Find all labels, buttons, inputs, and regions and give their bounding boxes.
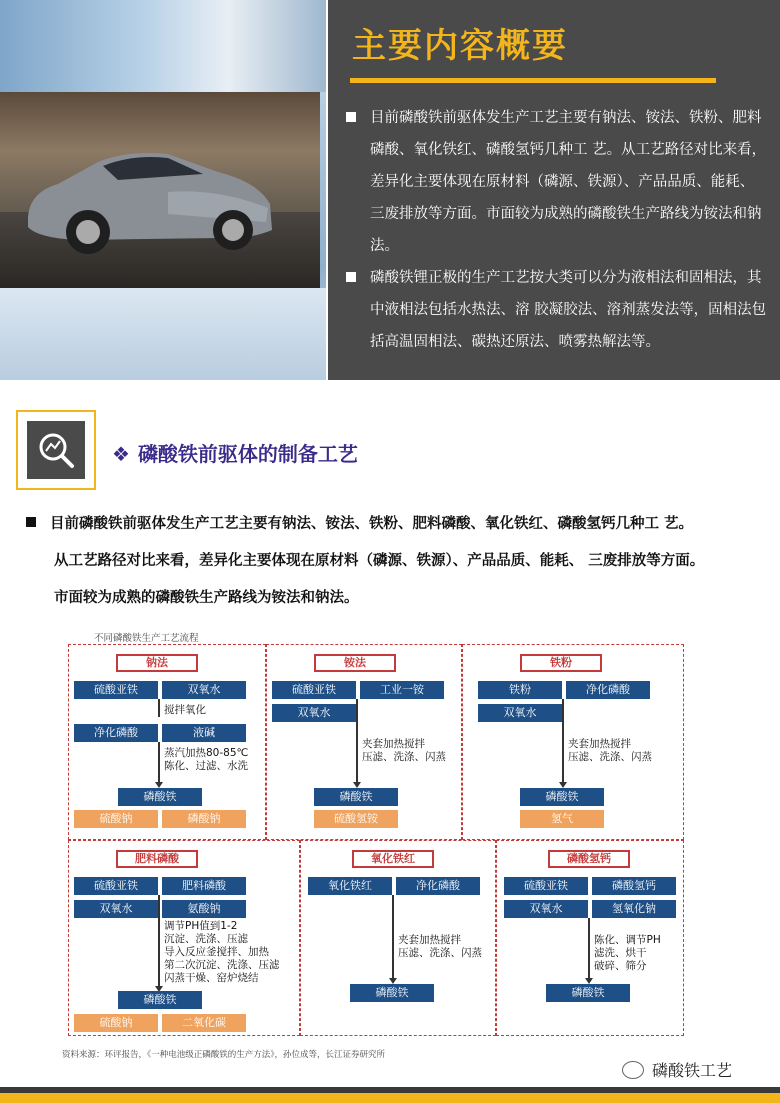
section-title-text: 磷酸铁前驱体的制备工艺 — [137, 442, 358, 466]
flow-line — [588, 918, 590, 978]
node: 硫酸亚铁 — [74, 681, 158, 699]
node: 硫酸亚铁 — [272, 681, 356, 699]
car-photo — [0, 92, 320, 288]
section-paragraph — [26, 506, 766, 617]
step-note: 陈化、调节PH 滤洗、烘干 破碎、筛分 — [594, 934, 661, 972]
label-calcium: 磷酸氢钙 — [548, 850, 630, 868]
byproduct-node: 磷酸钠 — [162, 810, 246, 828]
byproduct-node: 硫酸钠 — [74, 810, 158, 828]
product-node: 磷酸铁 — [314, 788, 398, 806]
summary-text — [342, 102, 770, 358]
node: 净化磷酸 — [566, 681, 650, 699]
para-line-1-text: 目前磷酸铁前驱体发生产工艺主要有钠法、铵法、铁粉、肥料磷酸、氧化铁红、磷酸氢钙几种工 艺。 — [50, 516, 694, 532]
node: 工业一铵 — [360, 681, 444, 699]
title-underline — [350, 78, 716, 83]
diamond-icon: ❖ — [112, 442, 130, 466]
step-note: 夹套加热搅拌 压滤、洗涤、闪蒸 — [362, 738, 446, 763]
node: 肥料磷酸 — [162, 877, 246, 895]
step-note: 夹套加热搅拌 压滤、洗涤、闪蒸 — [568, 738, 652, 763]
product-node: 磷酸铁 — [118, 991, 202, 1009]
summary-panel — [328, 0, 780, 380]
node: 氨酸钠 — [162, 900, 246, 918]
label-fertilizer: 肥料磷酸 — [116, 850, 198, 868]
brand-text: 磷酸铁工艺 — [652, 1061, 733, 1080]
label-iron-powder: 铁粉 — [520, 654, 602, 672]
person-photo — [0, 0, 326, 92]
step-note: 夹套加热搅拌 压滤、洗涤、闪蒸 — [398, 934, 482, 959]
label-sodium: 钠法 — [116, 654, 198, 672]
step-note: 蒸汽加热80-85℃ 陈化、过滤、水洗 — [164, 747, 249, 772]
documents-photo — [0, 288, 326, 380]
node: 铁粉 — [478, 681, 562, 699]
product-node: 磷酸铁 — [118, 788, 202, 806]
node: 双氧水 — [74, 900, 158, 918]
summary-bullet-1: 目前磷酸铁前驱体发生产工艺主要有钠法、铵法、铁粉、肥料磷酸、氧化铁红、磷酸氢钙几种工 艺。从工艺路径对比来看，差异化主要体现在原材料（磷源、铁源）、产品品质、能耗、 三废排放等方面。市面较为成熟的磷酸铁生产路线为铵法和钠法。 — [342, 102, 770, 262]
para-line-3: 市面较为成熟的磷酸铁生产路线为铵法和钠法。 — [54, 590, 359, 606]
flow-line — [158, 742, 160, 782]
label-ammonium: 铵法 — [314, 654, 396, 672]
node: 净化磷酸 — [74, 724, 158, 742]
brand-watermark — [622, 1058, 732, 1081]
flow-line — [392, 895, 394, 979]
node: 双氧水 — [504, 900, 588, 918]
product-node: 磷酸铁 — [350, 984, 434, 1002]
label-iron-oxide: 氧化铁红 — [352, 850, 434, 868]
para-line-1 — [26, 506, 766, 543]
step-note: 调节PH值到1-2 沉淀、洗涤、压滤 导入反应釜搅拌、加热 第二次沉淀、洗涤、压滤 闪蒸干燥、窑炉烧结 — [164, 920, 280, 984]
byproduct-node: 硫酸钠 — [74, 1014, 158, 1032]
byproduct-node: 氢气 — [520, 810, 604, 828]
section-title — [112, 438, 358, 467]
flow-line — [562, 699, 564, 783]
summary-bullet-2: 磷酸铁锂正极的生产工艺按大类可以分为液相法和固相法，其中液相法包括水热法、溶 胶凝胶法、溶剂蒸发法等，固相法包括高温固相法、碳热还原法、喷雾热解法等。 — [342, 262, 770, 358]
node: 硫酸亚铁 — [504, 877, 588, 895]
flow-line — [158, 699, 160, 717]
byproduct-node: 二氧化碳 — [162, 1014, 246, 1032]
node: 净化磷酸 — [396, 877, 480, 895]
byproduct-node: 硫酸氢铵 — [314, 810, 398, 828]
node: 双氧水 — [272, 704, 356, 722]
node: 液碱 — [162, 724, 246, 742]
source-note: 资料来源：环评报告，《一种电池级正磷酸铁的生产方法》，孙位成等，长江证券研究所 — [62, 1050, 386, 1060]
node: 双氧水 — [162, 681, 246, 699]
node: 氢氧化钠 — [592, 900, 676, 918]
flow-line — [158, 895, 160, 987]
node: 氧化铁红 — [308, 877, 392, 895]
step-note: 搅拌氧化 — [164, 704, 206, 716]
node: 双氧水 — [478, 704, 562, 722]
process-flow-figure — [64, 630, 688, 1040]
node: 磷酸氢钙 — [592, 877, 676, 895]
figure-caption: 不同磷酸铁生产工艺流程 — [94, 633, 199, 644]
flow-line — [356, 699, 358, 783]
car-icon — [18, 122, 278, 262]
para-line-2: 从工艺路径对比来看，差异化主要体现在原材料（磷源、铁源）、产品品质、能耗、 三废排放等方面。 — [54, 553, 705, 569]
product-node: 磷酸铁 — [546, 984, 630, 1002]
node: 硫酸亚铁 — [74, 877, 158, 895]
panel-title: 主要内容概要 — [352, 26, 568, 66]
bullet-square-icon — [26, 517, 36, 527]
footer-bar-accent — [0, 1093, 780, 1103]
wechat-icon — [622, 1061, 644, 1079]
product-node: 磷酸铁 — [520, 788, 604, 806]
search-chart-icon — [27, 421, 85, 479]
